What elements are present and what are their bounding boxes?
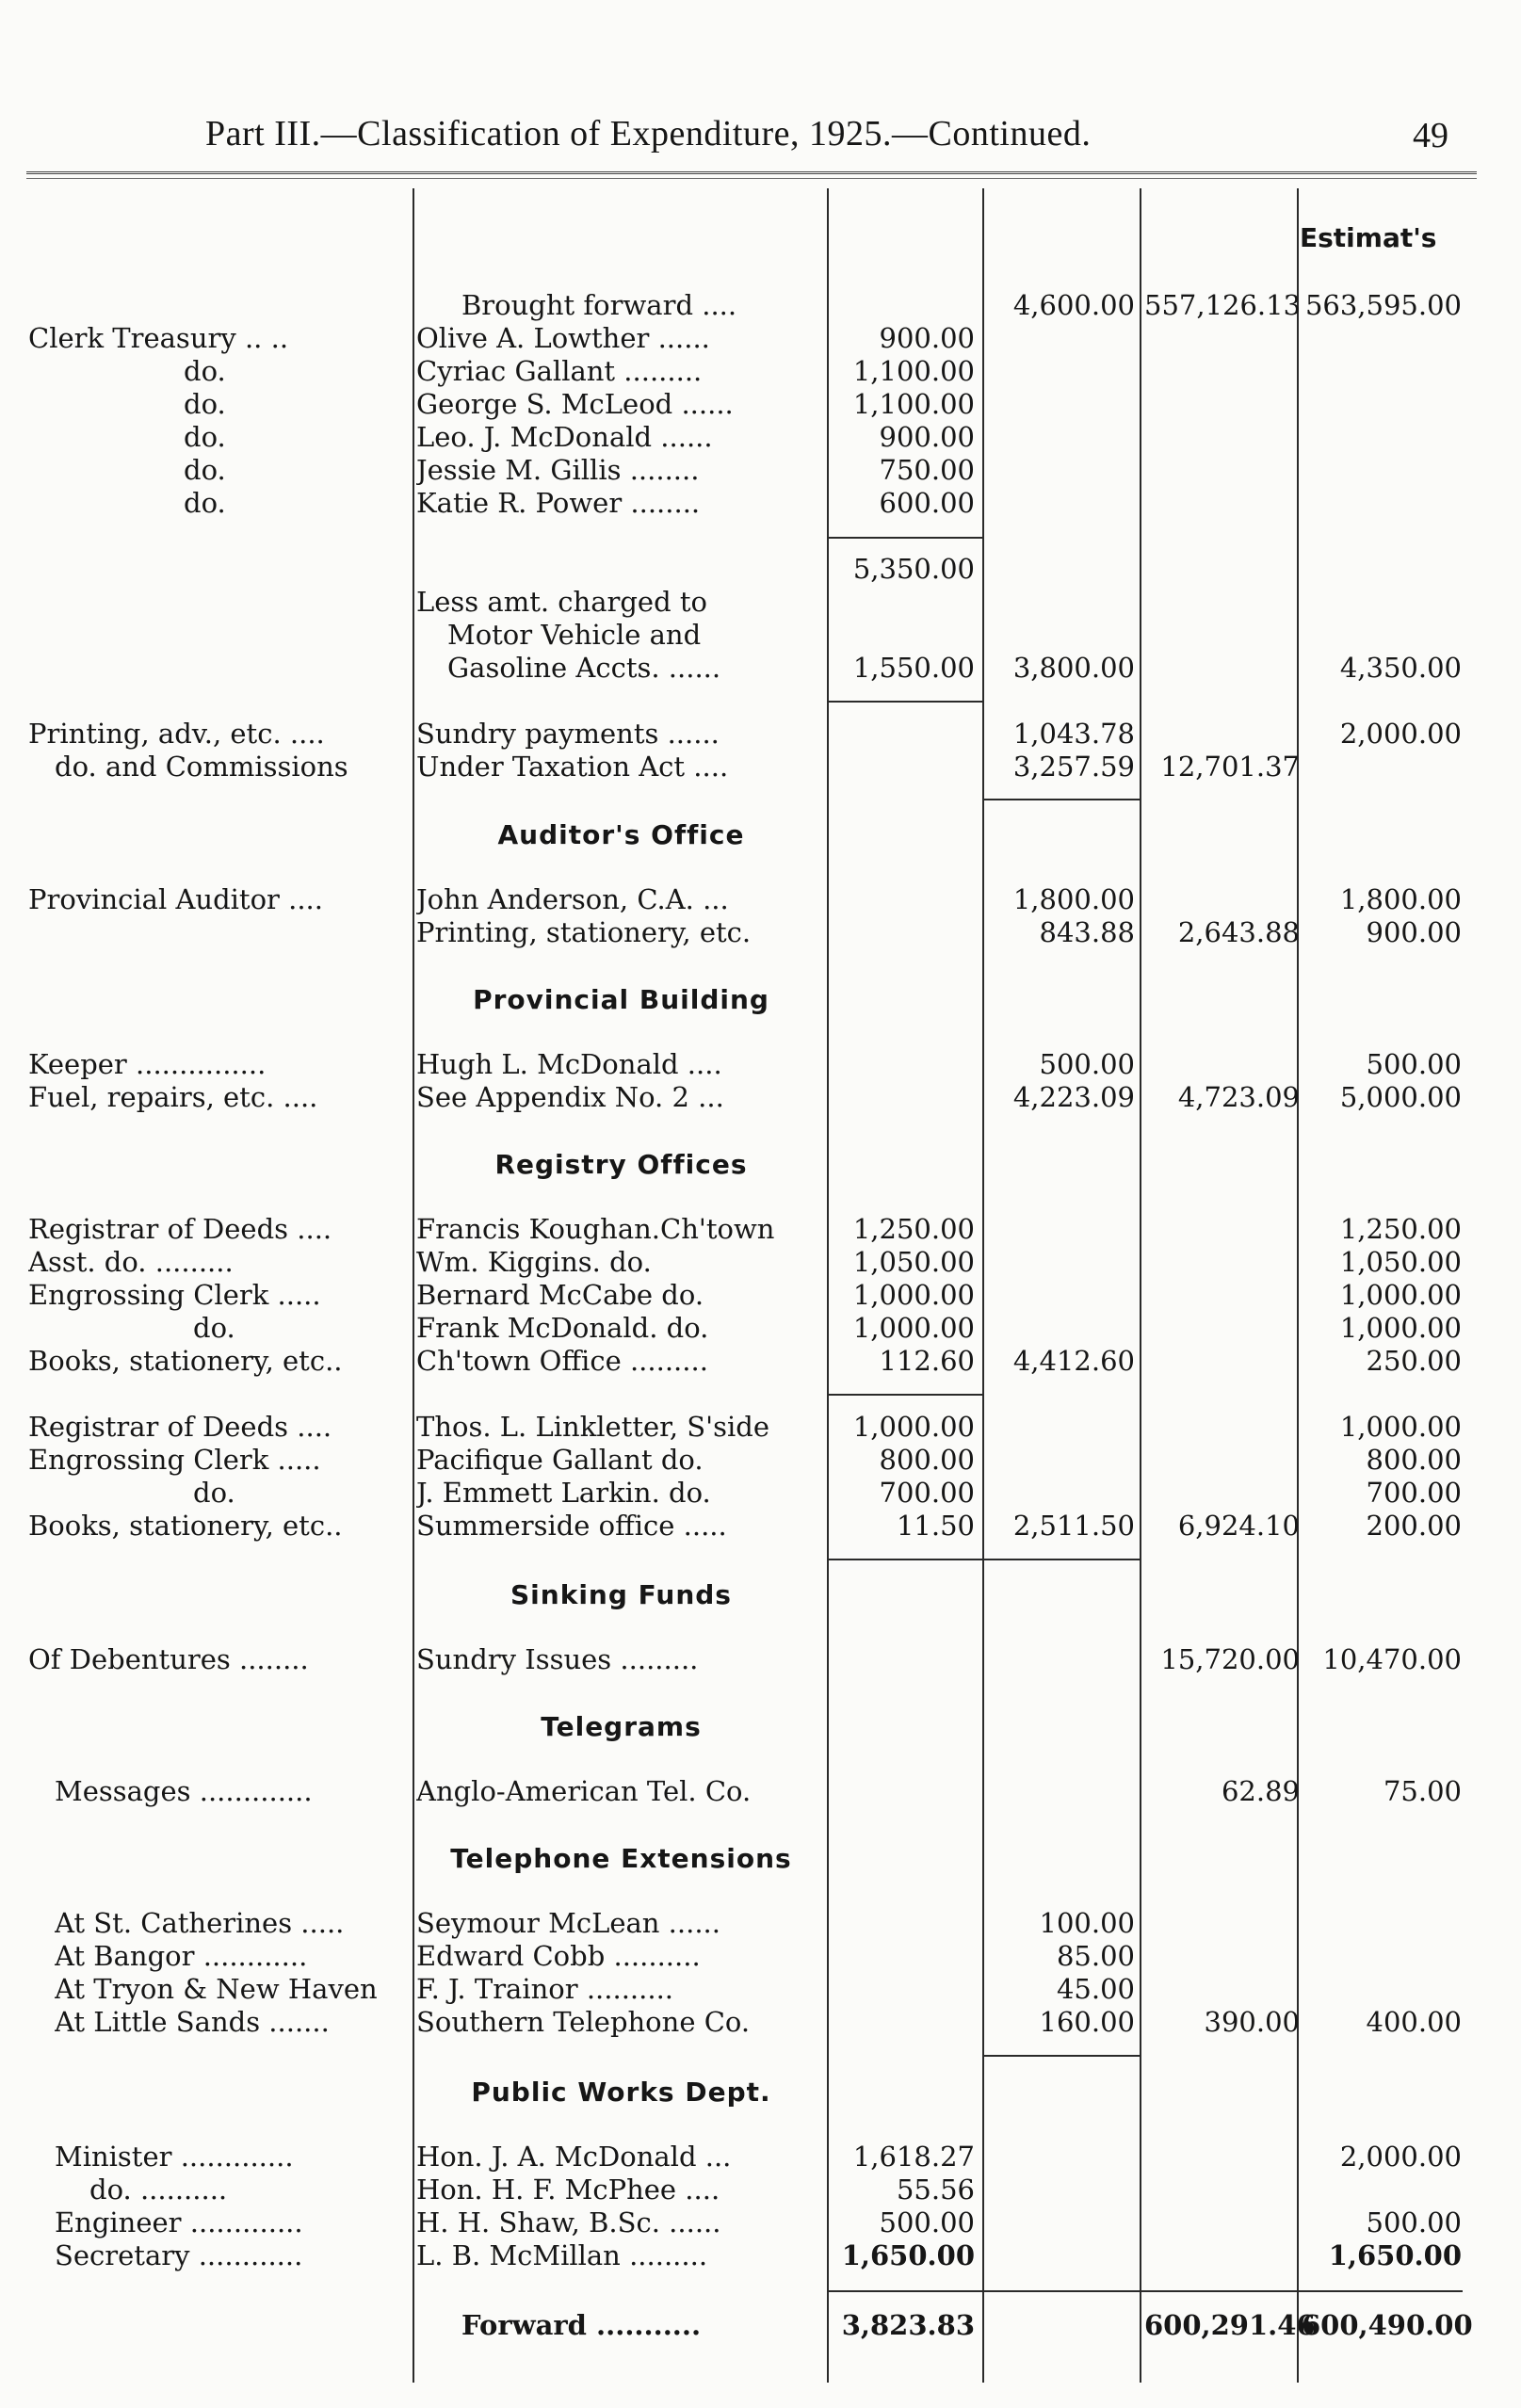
row-name: Gasoline Accts. ......	[447, 652, 721, 684]
row-name: Printing, stationery, etc.	[416, 916, 752, 948]
brought-forward-row	[0, 289, 1521, 321]
row-description: Of Debentures ........	[28, 1643, 309, 1675]
row-description: Secretary ............	[55, 2239, 303, 2271]
table-row	[0, 1213, 1521, 1245]
table-row	[0, 355, 1521, 387]
section-heading-telegrams: Telegrams	[541, 1711, 702, 1742]
amount: 500.00	[1366, 2206, 1462, 2238]
page-title: Part III.—Classification of Expenditure, 1925.—Continued.	[205, 114, 1092, 154]
row-name: Edward Cobb ..........	[416, 1940, 701, 1972]
amount: 400.00	[1366, 2006, 1462, 2038]
table-row	[0, 1973, 1521, 2005]
row-description: do.	[193, 1477, 235, 1509]
row-name: Sundry Issues .........	[416, 1643, 699, 1675]
amount: 12,701.37	[1160, 751, 1300, 783]
row-description: Messages .............	[55, 1775, 313, 1807]
row-description: Clerk Treasury .. ..	[28, 322, 289, 354]
amount: 1,000.00	[852, 1279, 975, 1311]
amount: 1,043.78	[1012, 718, 1135, 750]
amount: 1,000.00	[1339, 1279, 1462, 1311]
amount: 600.00	[879, 487, 975, 519]
table-row	[0, 1510, 1521, 1542]
amount: 250.00	[1366, 1345, 1462, 1377]
table-row	[0, 388, 1521, 420]
amount: 1,050.00	[1339, 1246, 1462, 1278]
column-header-estimates: Estimat's	[1300, 222, 1437, 253]
row-name: Katie R. Power ........	[416, 487, 701, 519]
row-name: Hugh L. McDonald ....	[416, 1048, 722, 1080]
row-name: Southern Telephone Co.	[416, 2006, 751, 2038]
table-row	[0, 1444, 1521, 1476]
table-row	[0, 487, 1521, 519]
amount: 2,000.00	[1339, 2141, 1462, 2173]
amount: 160.00	[1039, 2006, 1135, 2038]
amount: 563,595.00	[1304, 289, 1462, 321]
amount: 6,924.10	[1177, 1510, 1300, 1542]
table-row	[0, 2174, 1521, 2206]
amount: 900.00	[879, 421, 975, 453]
amount: 1,000.00	[852, 1411, 975, 1443]
section-heading-building: Provincial Building	[473, 984, 769, 1015]
row-description: Keeper ...............	[28, 1048, 267, 1080]
amount: 1,650.00	[1328, 2239, 1462, 2271]
table-row	[0, 619, 1521, 651]
row-name: Ch'town Office .........	[416, 1345, 708, 1377]
table-row	[0, 751, 1521, 783]
amount: 700.00	[879, 1477, 975, 1509]
amount: 4,412.60	[1012, 1345, 1135, 1377]
table-row	[0, 1940, 1521, 1972]
amount: 2,000.00	[1339, 718, 1462, 750]
table-row	[0, 883, 1521, 915]
amount: 600,490.00	[1302, 2309, 1473, 2341]
amount: 900.00	[1366, 916, 1462, 948]
table-row	[0, 916, 1521, 948]
amount: 1,000.00	[852, 1312, 975, 1344]
row-description: Provincial Auditor ....	[28, 883, 323, 915]
row-name: Bernard McCabe do.	[416, 1279, 704, 1311]
table-row	[0, 2206, 1521, 2238]
rule	[827, 2290, 1463, 2292]
row-description: Minister .............	[55, 2141, 294, 2173]
row-description: At Tryon & New Haven	[55, 1973, 378, 2005]
amount: 557,126.13	[1144, 289, 1302, 321]
header-rule	[26, 171, 1477, 179]
amount: 200.00	[1366, 1510, 1462, 1542]
row-description: do. and Commissions	[55, 751, 348, 783]
row-description: Fuel, repairs, etc. ....	[28, 1081, 318, 1113]
row-name: George S. McLeod ......	[416, 388, 734, 420]
table-row	[0, 2006, 1521, 2038]
forward-row	[0, 2309, 1521, 2341]
row-name: Leo. J. McDonald ......	[416, 421, 713, 453]
amount: 85.00	[1056, 1940, 1135, 1972]
row-description: Registrar of Deeds ....	[28, 1213, 332, 1245]
section-heading-sinking: Sinking Funds	[510, 1579, 732, 1610]
amount: 55.56	[896, 2174, 975, 2206]
amount: 75.00	[1383, 1775, 1462, 1807]
amount: 1,250.00	[1339, 1213, 1462, 1245]
table-row	[0, 2239, 1521, 2271]
amount: 1,650.00	[841, 2239, 975, 2271]
table-row	[0, 652, 1521, 684]
amount: 100.00	[1039, 1907, 1135, 1939]
row-description: do.	[184, 421, 226, 453]
row-description: Books, stationery, etc..	[28, 1510, 343, 1542]
row-description: do. ..........	[89, 2174, 228, 2206]
amount: 700.00	[1366, 1477, 1462, 1509]
row-name: John Anderson, C.A. ...	[416, 883, 729, 915]
amount: 1,100.00	[852, 388, 975, 420]
row-name: Pacifique Gallant do.	[416, 1444, 704, 1476]
row-name: Cyriac Gallant .........	[416, 355, 703, 387]
amount: 4,723.09	[1177, 1081, 1300, 1113]
rule	[827, 1394, 982, 1396]
row-description: Registrar of Deeds ....	[28, 1411, 332, 1443]
rule	[982, 2055, 1140, 2057]
amount: 3,800.00	[1012, 652, 1135, 684]
row-name: Seymour McLean ......	[416, 1907, 720, 1939]
amount: 1,100.00	[852, 355, 975, 387]
amount: 2,643.88	[1177, 916, 1300, 948]
row-description: do.	[184, 454, 226, 486]
table-row	[0, 1048, 1521, 1080]
amount: 2,511.50	[1012, 1510, 1135, 1542]
amount: 800.00	[879, 1444, 975, 1476]
table-row	[0, 1643, 1521, 1675]
row-description: Printing, adv., etc. ....	[28, 718, 325, 750]
amount: 843.88	[1039, 916, 1135, 948]
amount: 4,600.00	[1012, 289, 1135, 321]
row-name: Hon. J. A. McDonald ...	[416, 2141, 732, 2173]
subtotal-rule	[827, 537, 982, 539]
table-row	[0, 718, 1521, 750]
amount: 1,800.00	[1339, 883, 1462, 915]
amount: 500.00	[879, 2206, 975, 2238]
row-name: J. Emmett Larkin. do.	[416, 1477, 711, 1509]
row-name: Frank McDonald. do.	[416, 1312, 709, 1344]
amount: 45.00	[1056, 1973, 1135, 2005]
row-description: Engineer .............	[55, 2206, 303, 2238]
amount: 800.00	[1366, 1444, 1462, 1476]
page-header	[0, 113, 1521, 170]
amount: 112.60	[879, 1345, 975, 1377]
amount: 750.00	[879, 454, 975, 486]
row-description: do.	[193, 1312, 235, 1344]
section-heading-auditor: Auditor's Office	[497, 819, 745, 850]
table-row	[0, 1279, 1521, 1311]
table-row	[0, 2141, 1521, 2173]
page-number: 49	[1413, 116, 1448, 155]
table-row	[0, 586, 1521, 618]
table-row	[0, 1907, 1521, 1939]
brought-forward-label: Brought forward ....	[461, 289, 737, 321]
table-row	[0, 1081, 1521, 1113]
row-name: Summerside office .....	[416, 1510, 727, 1542]
amount: 10,470.00	[1322, 1643, 1462, 1675]
row-description: do.	[184, 355, 226, 387]
amount: 3,257.59	[1012, 751, 1135, 783]
table-row	[0, 454, 1521, 486]
table-row	[0, 1477, 1521, 1509]
amount: 4,223.09	[1012, 1081, 1135, 1113]
row-description: Books, stationery, etc..	[28, 1345, 343, 1377]
row-name: Less amt. charged to	[416, 586, 707, 618]
subtotal-amount: 5,350.00	[852, 553, 975, 585]
row-description: do.	[184, 388, 226, 420]
forward-label: Forward ...........	[461, 2309, 702, 2341]
table-row	[0, 421, 1521, 453]
amount: 600,291.46	[1144, 2309, 1316, 2341]
row-name: Sundry payments ......	[416, 718, 720, 750]
amount: 1,050.00	[852, 1246, 975, 1278]
row-description: At St. Catherines .....	[55, 1907, 345, 1939]
amount: 390.00	[1204, 2006, 1300, 2038]
subtotal-row	[0, 553, 1521, 585]
amount: 500.00	[1039, 1048, 1135, 1080]
table-row	[0, 1411, 1521, 1443]
row-name: Jessie M. Gillis ........	[416, 454, 700, 486]
amount: 1,250.00	[852, 1213, 975, 1245]
rule	[982, 799, 1140, 800]
section-heading-telephone: Telephone Extensions	[450, 1843, 792, 1874]
row-name: See Appendix No. 2 ...	[416, 1081, 724, 1113]
section-heading-registry: Registry Offices	[494, 1149, 748, 1180]
amount: 1,000.00	[1339, 1411, 1462, 1443]
row-name: Thos. L. Linkletter, S'side	[416, 1411, 770, 1443]
row-name: L. B. McMillan .........	[416, 2239, 708, 2271]
row-name: Anglo-American Tel. Co.	[416, 1775, 752, 1807]
row-name: Hon. H. F. McPhee ....	[416, 2174, 720, 2206]
amount: 1,000.00	[1339, 1312, 1462, 1344]
amount: 62.89	[1221, 1775, 1300, 1807]
row-name: Olive A. Lowther ......	[416, 322, 710, 354]
amount: 900.00	[879, 322, 975, 354]
table-row	[0, 322, 1521, 354]
row-description: do.	[184, 487, 226, 519]
amount: 3,823.83	[841, 2309, 975, 2341]
row-description: At Little Sands .......	[55, 2006, 330, 2038]
row-description: Engrossing Clerk .....	[28, 1444, 321, 1476]
row-name: Wm. Kiggins. do.	[416, 1246, 652, 1278]
table-row	[0, 1246, 1521, 1278]
row-description: At Bangor ............	[55, 1940, 308, 1972]
amount: 5,000.00	[1339, 1081, 1462, 1113]
row-description: Asst. do. .........	[28, 1246, 234, 1278]
amount: 1,550.00	[852, 652, 975, 684]
row-name: Francis Koughan.Ch'town	[416, 1213, 775, 1245]
section-heading-public-works: Public Works Dept.	[471, 2077, 771, 2108]
table-row	[0, 1345, 1521, 1377]
row-name: H. H. Shaw, B.Sc. ......	[416, 2206, 721, 2238]
amount: 1,800.00	[1012, 883, 1135, 915]
row-description: Engrossing Clerk .....	[28, 1279, 321, 1311]
table-row	[0, 1775, 1521, 1807]
amount: 500.00	[1366, 1048, 1462, 1080]
amount: 1,618.27	[852, 2141, 975, 2173]
row-name: Motor Vehicle and	[447, 619, 702, 651]
table-row	[0, 1312, 1521, 1344]
row-name: F. J. Trainor ..........	[416, 1973, 674, 2005]
amount: 11.50	[896, 1510, 975, 1542]
amount: 4,350.00	[1339, 652, 1462, 684]
rule	[827, 701, 982, 703]
row-name: Under Taxation Act ....	[416, 751, 729, 783]
rule	[827, 1559, 1140, 1560]
amount: 15,720.00	[1160, 1643, 1300, 1675]
